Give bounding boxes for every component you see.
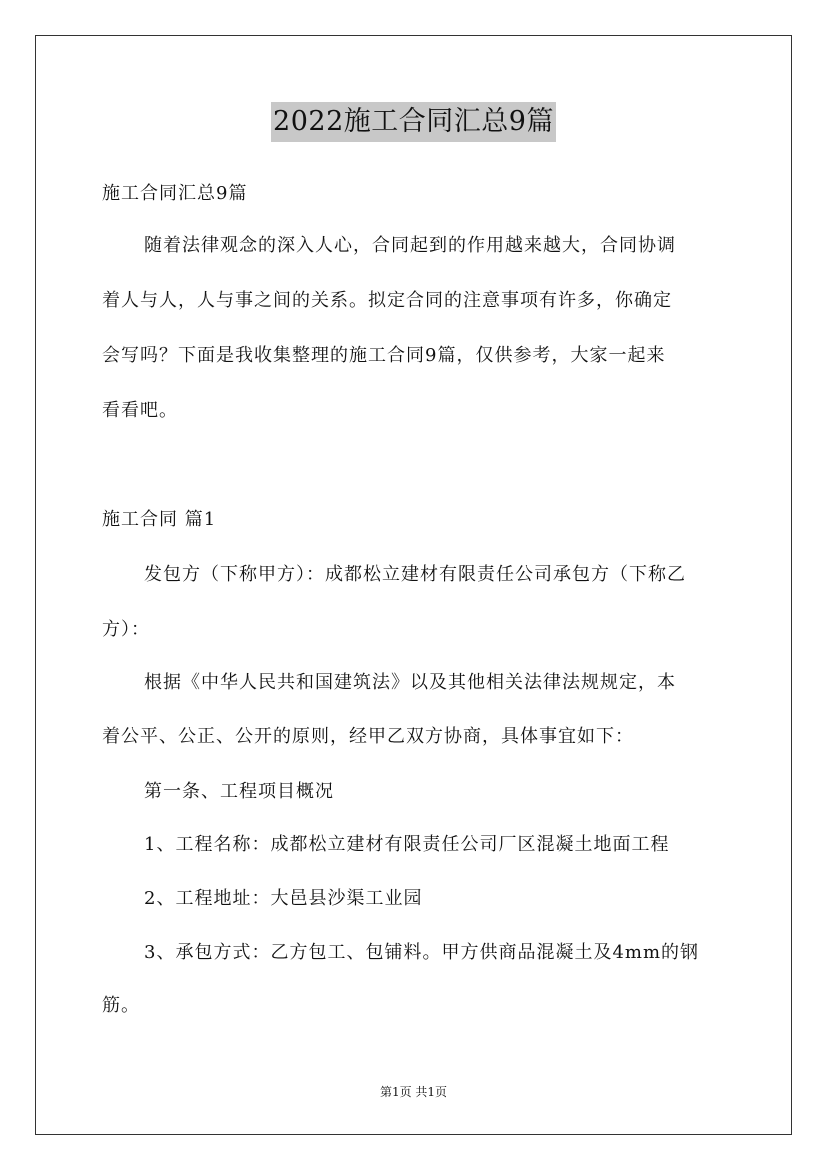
intro-line: 着人与人，人与事之间的关系。拟定合同的注意事项有许多，你确定 [102,290,672,311]
document-title: 2022施工合同汇总9篇 [271,102,556,142]
page-footer: 第1页 共1页 [379,1085,448,1099]
section-heading: 施工合同 篇1 [102,509,217,530]
intro-line: 会写吗？下面是我收集整理的施工合同9篇，仅供参考，大家一起来 [102,345,666,366]
body-line: 第一条、工程项目概况 [144,781,334,802]
intro-line: 看看吧。 [102,400,178,421]
document-subtitle: 施工合同汇总9篇 [102,183,248,204]
body-line: 筋。 [102,995,140,1016]
body-line: 方）： [102,619,150,640]
body-line: 1、工程名称：成都松立建材有限责任公司厂区混凝土地面工程 [144,834,670,855]
title-container [35,102,792,142]
body-line: 着公平、公正、公开的原则，经甲乙双方协商，具体事宜如下： [102,726,634,747]
body-line: 发包方（下称甲方）：成都松立建材有限责任公司承包方（下称乙 [144,564,686,585]
body-line: 根据《中华人民共和国建筑法》以及其他相关法律法规规定，本 [144,672,676,693]
body-line: 2、工程地址：大邑县沙渠工业园 [144,888,423,909]
body-line: 3、承包方式：乙方包工、包铺料。甲方供商品混凝土及4mm的钢 [144,942,700,963]
intro-line: 随着法律观念的深入人心，合同起到的作用越来越大，合同协调 [144,235,676,256]
